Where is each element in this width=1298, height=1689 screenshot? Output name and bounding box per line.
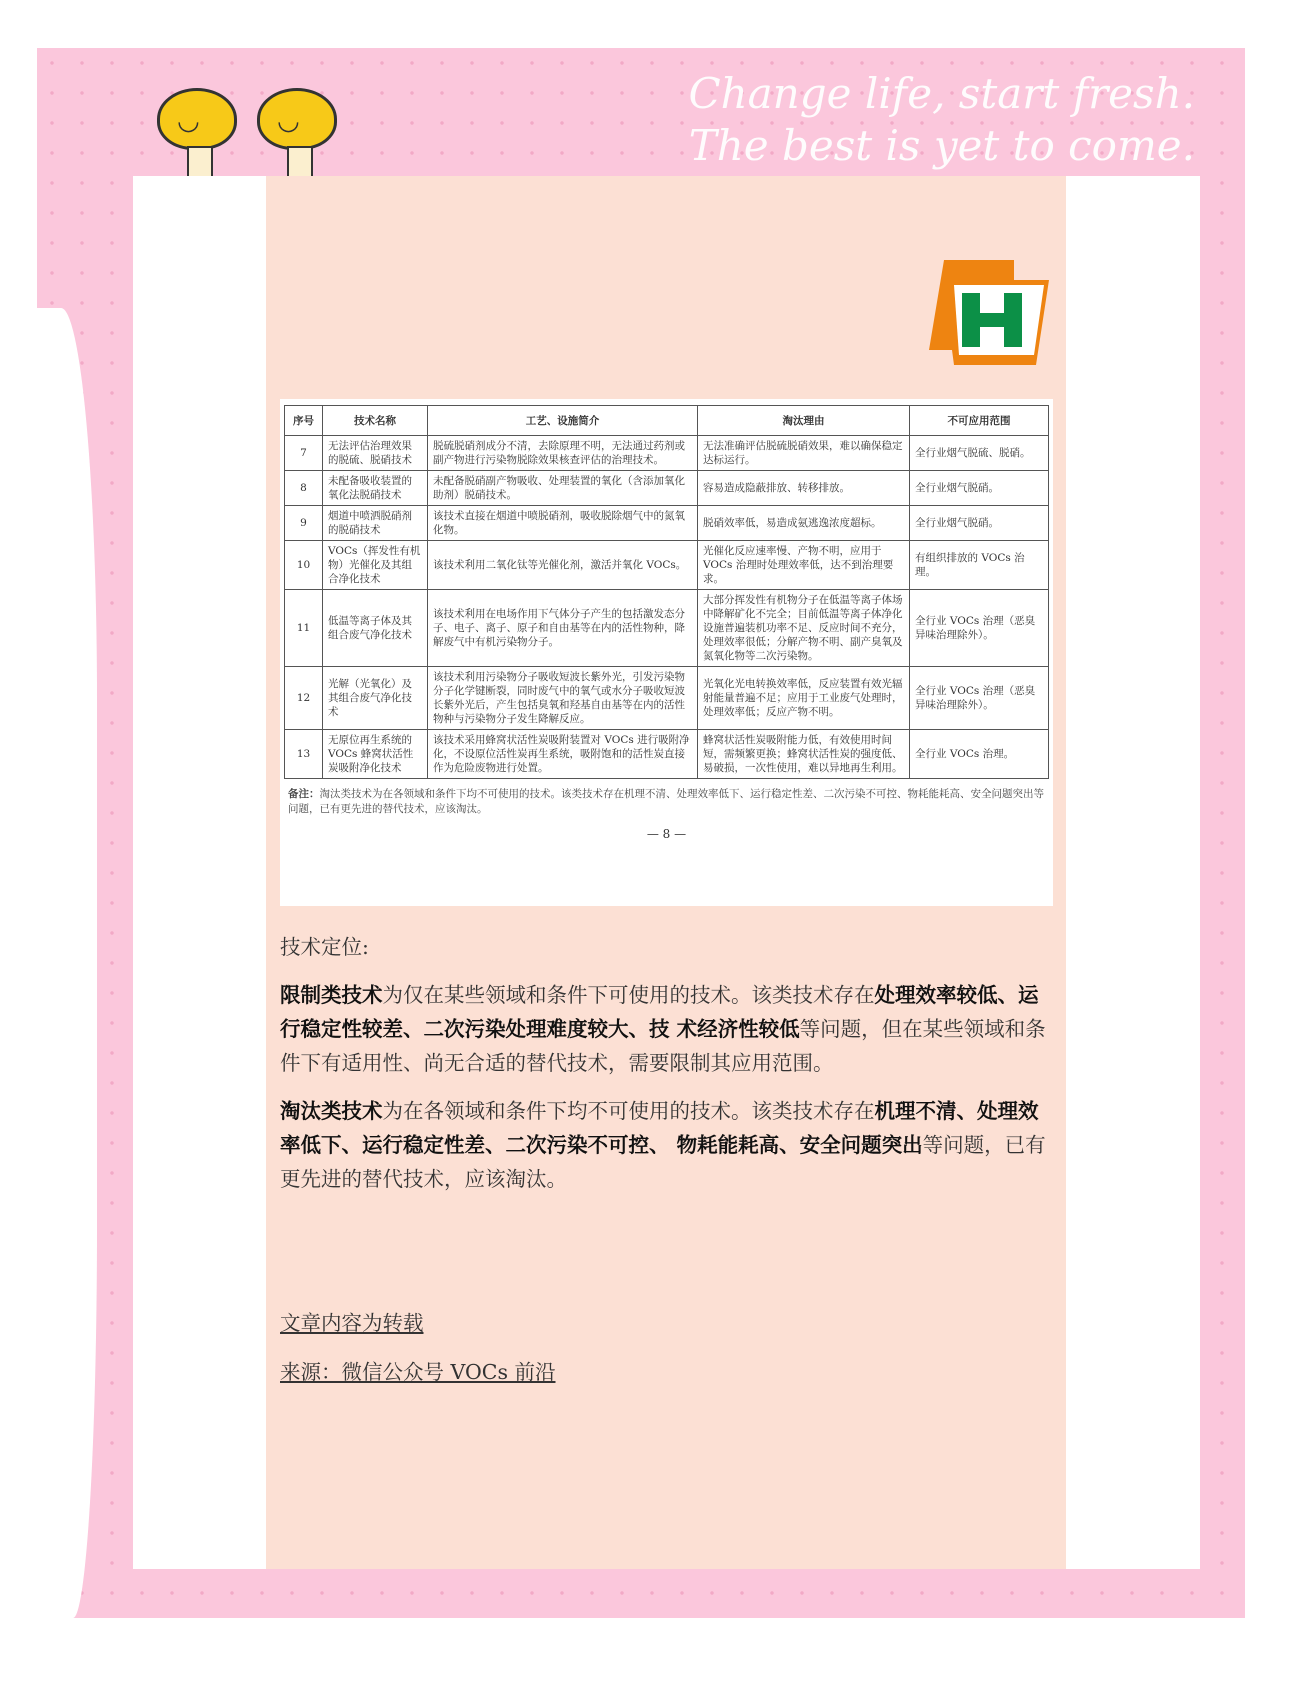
table-cell: 全行业 VOCs 治理。: [910, 730, 1049, 779]
paragraph-restricted: [280, 978, 1056, 1080]
table-cell: 容易造成隐蔽排放、转移排放。: [698, 471, 910, 506]
table-cell: 光催化反应速率慢、产物不明，应用于 VOCs 治理时处理效率低，达不到治理要求。: [698, 541, 910, 590]
slogan-line-2: The best is yet to come.: [688, 121, 1195, 170]
table-cell: 该技术采用蜂窝状活性炭吸附装置对 VOCs 进行吸附净化，不设原位活性炭再生系统，吸附饱和的活性炭直接作为危险废物进行处置。: [428, 730, 698, 779]
column-header: 技术名称: [323, 406, 428, 436]
table-cell: 13: [285, 730, 323, 779]
table-cell: 全行业烟气脱硝。: [910, 506, 1049, 541]
table-cell: 无法准确评估脱硫脱硝效果，难以确保稳定达标运行。: [698, 436, 910, 471]
table-cell: 全行业烟气脱硫、脱硝。: [910, 436, 1049, 471]
table-cell: 全行业 VOCs 治理（恶臭异味治理除外）。: [910, 590, 1049, 667]
paragraph-eliminated: [280, 1094, 1056, 1196]
slogan: [688, 68, 1195, 172]
column-header: 工艺、设施简介: [428, 406, 698, 436]
column-header: 淘汰理由: [698, 406, 910, 436]
text: 为仅在某些领域和条件下可使用的技术。该类技术存在: [382, 983, 875, 1007]
column-header: 序号: [285, 406, 323, 436]
text: 为在各领域和条件下均不可使用的技术。该类技术存在: [382, 1099, 875, 1123]
smiley-heart-icon: ◡: [157, 88, 237, 178]
table-note: [284, 787, 1049, 817]
table-row: [285, 667, 1049, 730]
table-row: [285, 541, 1049, 590]
table-cell: 全行业烟气脱硝。: [910, 471, 1049, 506]
bold-issues: 机理不清、处理效率低下、运行稳定性差、二次污染不可控、 物耗能耗高、安全问题突出: [280, 1099, 1039, 1157]
bold-term: 淘汰类技术: [280, 1099, 383, 1123]
table-cell: 该技术利用在电场作用下气体分子产生的包括激发态分子、电子、离子、原子和自由基等在内的活性物种，降解废气中有机污染物分子。: [428, 590, 698, 667]
table-row: [285, 730, 1049, 779]
text: 等问题，但在某些领域和条件下有适用性、尚无合适的替代技术，需要限制其应用范围。: [280, 1017, 1046, 1075]
table-cell: 8: [285, 471, 323, 506]
table-cell: 10: [285, 541, 323, 590]
table-cell: 脱硫脱硝剂成分不清，去除原理不明，无法通过药剂或副产物进行污染物脱除效果核查评估的治理技术。: [428, 436, 698, 471]
table-cell: 该技术利用二氧化钛等光催化剂，激活并氧化 VOCs。: [428, 541, 698, 590]
table-cell: 无法评估治理效果的脱硫、脱硝技术: [323, 436, 428, 471]
table-cell: 该技术利用污染物分子吸收短波长紫外光，引发污染物分子化学键断裂，同时废气中的氧气或水分子吸收短波长紫外光后，产生包括臭氧和羟基自由基等在内的活性物种与污染物分子发生降解反应。: [428, 667, 698, 730]
table-cell: 光解（光氧化）及其组合废气净化技术: [323, 667, 428, 730]
smiley-heart-icon: ◡: [257, 88, 337, 178]
bold-term: 限制类技术: [280, 983, 383, 1007]
smiley-hearts-decoration: [157, 88, 337, 178]
table-cell: VOCs（挥发性有机物）光催化及其组合净化技术: [323, 541, 428, 590]
table-cell: 低温等离子体及其组合废气净化技术: [323, 590, 428, 667]
table-cell: 9: [285, 506, 323, 541]
source-link[interactable]: 来源：微信公众号 VOCs 前沿: [280, 1360, 556, 1384]
table-cell: 光氧化光电转换效率低，反应装置有效光辐射能量普遍不足；应用于工业废气处理时，处理效率低；反应产物不明。: [698, 667, 910, 730]
section-heading: 技术定位:: [280, 935, 369, 959]
text: 等问题，已有更先进的替代技术，应该淘汰。: [280, 1133, 1046, 1191]
bold-issues: 处理效率较低、运行稳定性较差、二次污染处理难度较大、技 术经济性较低: [280, 983, 1039, 1041]
page-number: — 8 —: [646, 827, 687, 841]
table-cell: 该技术直接在烟道中喷脱硝剂，吸收脱除烟气中的氮氧化物。: [428, 506, 698, 541]
column-header: 不可应用范围: [910, 406, 1049, 436]
table-cell: 7: [285, 436, 323, 471]
table-cell: 烟道中喷洒脱硝剂的脱硝技术: [323, 506, 428, 541]
wave-decoration: [37, 308, 97, 1618]
table-cell: 无原位再生系统的 VOCs 蜂窝状活性炭吸附净化技术: [323, 730, 428, 779]
table-cell: 未配备吸收装置的氧化法脱硝技术: [323, 471, 428, 506]
table-cell: 有组织排放的 VOCs 治理。: [910, 541, 1049, 590]
table-row: [285, 506, 1049, 541]
table-cell: 蜂窝状活性炭吸附能力低，有效使用时间短，需频繁更换；蜂窝状活性炭的强度低、易破损，一次性使用，难以异地再生利用。: [698, 730, 910, 779]
table-cell: 全行业 VOCs 治理（恶臭异味治理除外）。: [910, 667, 1049, 730]
table-cell: 未配备脱硝副产物吸收、处理装置的氧化（含添加氧化助剂）脱硝技术。: [428, 471, 698, 506]
hj-logo-icon: [924, 255, 1052, 372]
table-row: [285, 471, 1049, 506]
table-row: [285, 590, 1049, 667]
elimination-table-image: [280, 399, 1053, 906]
slogan-line-1: Change life, start fresh.: [688, 69, 1195, 118]
note-text: 淘汰类技术为在各领域和条件下均不可使用的技术。该类技术存在机理不清、处理效率低下、运行稳定性差、二次污染不可控、物耗能耗高、安全问题突出等问题，已有更先进的替代技术，应该淘汰。: [288, 788, 1044, 815]
note-label: 备注：: [288, 788, 320, 800]
table-cell: 大部分挥发性有机物分子在低温等离子体场中降解矿化不完全；目前低温等离子体净化设施普遍装机功率不足、反应时间不充分，处理效率很低；分解产物不明、副产臭氧及氮氧化物等二次污染物。: [698, 590, 910, 667]
table-cell: 12: [285, 667, 323, 730]
elimination-table: [284, 405, 1049, 779]
table-row: [285, 436, 1049, 471]
repost-link[interactable]: 文章内容为转载: [280, 1311, 424, 1335]
table-cell: 脱硝效率低，易造成氨逃逸浓度超标。: [698, 506, 910, 541]
table-cell: 11: [285, 590, 323, 667]
